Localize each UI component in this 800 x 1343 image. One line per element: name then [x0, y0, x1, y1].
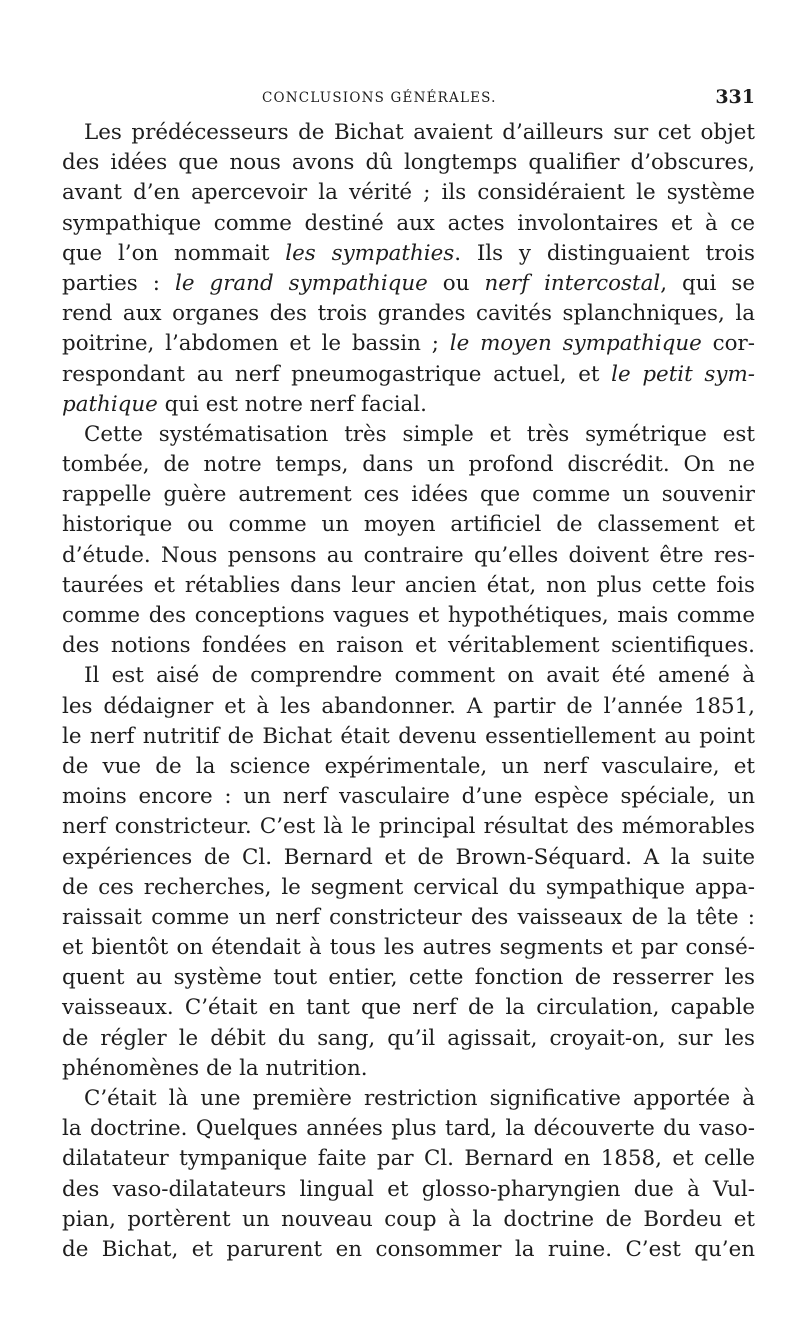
- text-line: avant d’en apercevoir la vérité ; ils considéraient le système: [62, 180, 755, 206]
- text-line: historique ou comme un moyen artificiel de classement et: [62, 512, 755, 538]
- text-line: comme des conceptions vagues et hypothétiques, mais comme: [62, 603, 755, 628]
- text-line: rend aux organes des trois grandes cavités splanchniques, la: [62, 301, 755, 327]
- text-line: de Bichat, et parurent en consommer la ruine. C’est qu’en: [62, 1236, 755, 1262]
- text-line: des vaso-dilatateurs lingual et glosso-pharyngien due à Vul-: [62, 1176, 755, 1202]
- text-line: de vue de la science expérimentale, un nerf vasculaire, et: [62, 753, 755, 779]
- text-line: raissait comme un nerf constricteur des vaisseaux de la tête :: [62, 904, 755, 930]
- text-line: Les prédécesseurs de Bichat avaient d’ailleurs sur cet objet: [84, 120, 755, 145]
- text-line: respondant au nerf pneumogastrique actuel, et le petit sym-: [62, 361, 755, 387]
- running-head: [62, 86, 755, 110]
- text-line: quent au système tout entier, cette fonction de resserrer les: [62, 965, 755, 991]
- text-line: rappelle guère autrement ces idées que comme un souvenir: [62, 482, 755, 508]
- text-line: des notions fondées en raison et véritablement scientifiques.: [62, 633, 755, 659]
- text-line: C’était là une première restriction significative apportée à: [84, 1086, 755, 1111]
- text-line: pian, portèrent un nouveau coup à la doctrine de Bordeu et: [62, 1206, 755, 1232]
- text-line: de régler le débit du sang, qu’il agissait, croyait-on, sur les: [62, 1025, 755, 1051]
- text-line: d’étude. Nous pensons au contraire qu’elles doivent être res-: [62, 542, 755, 568]
- text-line: que l’on nommait les sympathies. Ils y distinguaient trois: [62, 240, 755, 266]
- text-line: moins encore : un nerf vasculaire d’une espèce spéciale, un: [62, 784, 755, 810]
- page-number: 331: [715, 86, 755, 108]
- text-line: la doctrine. Quelques années plus tard, la découverte du vaso-: [62, 1116, 755, 1142]
- body-text: [62, 118, 755, 1265]
- running-title: CONCLUSIONS GÉNÉRALES.: [262, 90, 497, 106]
- text-line: poitrine, l’abdomen et le bassin ; le moyen sympathique cor-: [62, 331, 755, 357]
- text-line: de ces recherches, le segment cervical du sympathique appa-: [62, 874, 755, 900]
- text-line: Cette systématisation très simple et très symétrique est: [84, 421, 755, 447]
- text-line: nerf constricteur. C’est là le principal résultat des mémorables: [62, 814, 755, 840]
- text-line: vaisseaux. C’était en tant que nerf de la circulation, capable: [62, 995, 755, 1021]
- text-line: le nerf nutritif de Bichat était devenu essentiellement au point: [62, 723, 755, 749]
- text-line: dilatateur tympanique faite par Cl. Bernard en 1858, et celle: [62, 1146, 755, 1172]
- text-line: les dédaigner et à les abandonner. A partir de l’année 1851,: [62, 693, 755, 719]
- text-line: taurées et rétablies dans leur ancien état, non plus cette fois: [62, 572, 755, 598]
- text-line: phénomènes de la nutrition.: [62, 1055, 368, 1081]
- text-line: Il est aisé de comprendre comment on avait été amené à: [84, 663, 755, 689]
- text-line: expériences de Cl. Bernard et de Brown-Séquard. A la suite: [62, 844, 755, 870]
- text-line: parties : le grand sympathique ou nerf intercostal, qui se: [62, 270, 755, 296]
- text-line: tombée, de notre temps, dans un profond discrédit. On ne: [62, 452, 755, 478]
- text-line: pathique qui est notre nerf facial.: [62, 391, 427, 417]
- text-line: des idées que nous avons dû longtemps qualifier d’obscures,: [62, 150, 755, 176]
- text-line: sympathique comme destiné aux actes involontaires et à ce: [62, 210, 755, 236]
- text-line: et bientôt on étendait à tous les autres segments et par consé-: [62, 935, 755, 961]
